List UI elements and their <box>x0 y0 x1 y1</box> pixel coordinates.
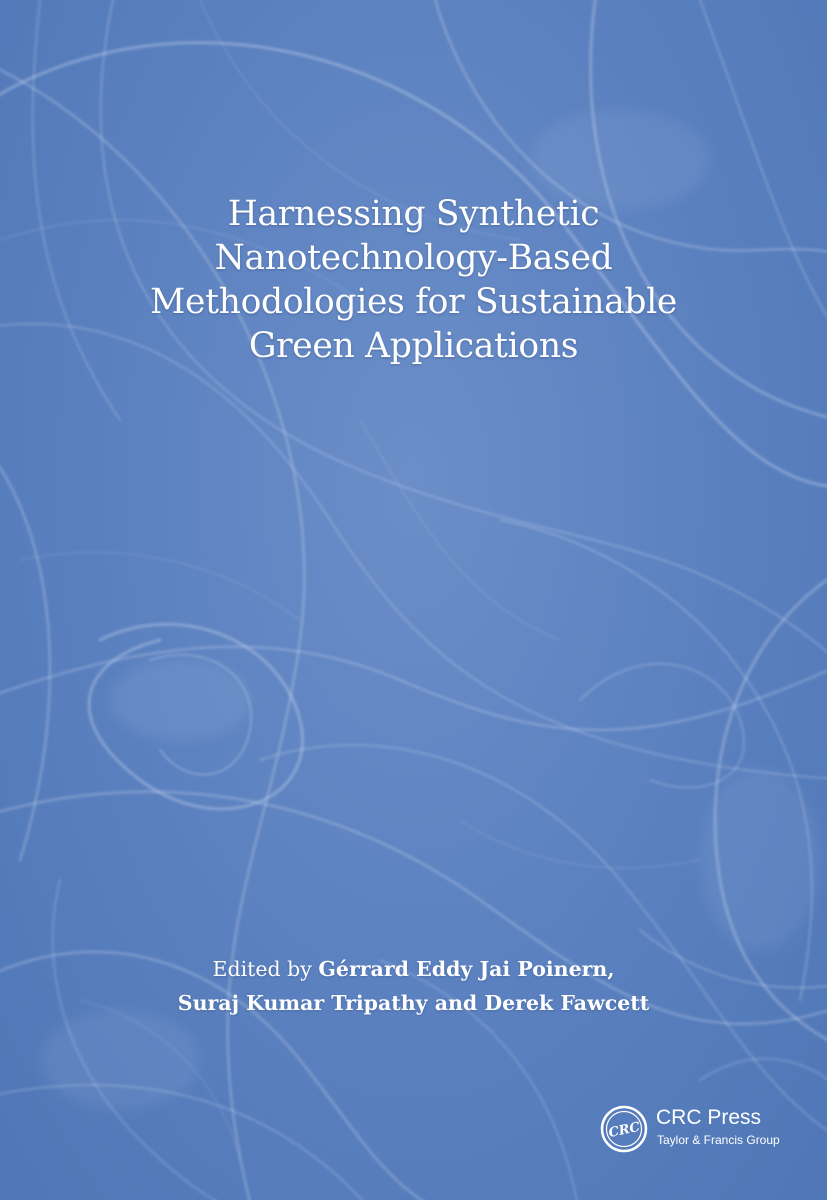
crc-logo-text: CRC <box>607 1119 642 1142</box>
title-line: Green Applications <box>248 326 579 366</box>
title-line: Methodologies for Sustainable <box>149 282 678 322</box>
title-line: Nanotechnology-Based <box>214 238 613 278</box>
editors-line-1 <box>40 952 787 986</box>
editor-names: Gérrard Eddy Jai Poinern, <box>318 957 615 981</box>
publisher-group: Taylor & Francis Group <box>657 1133 780 1147</box>
publisher-name: CRC Press <box>656 1106 762 1129</box>
publisher-block <box>600 1102 800 1156</box>
editors-line-2: Suraj Kumar Tripathy and Derek Fawcett <box>177 991 650 1015</box>
title-line: Harnessing Synthetic <box>227 194 600 234</box>
crc-logo-icon <box>600 1105 648 1153</box>
edited-by-label: Edited by <box>212 957 312 981</box>
editors-credit <box>40 952 787 1020</box>
book-title <box>40 192 787 368</box>
